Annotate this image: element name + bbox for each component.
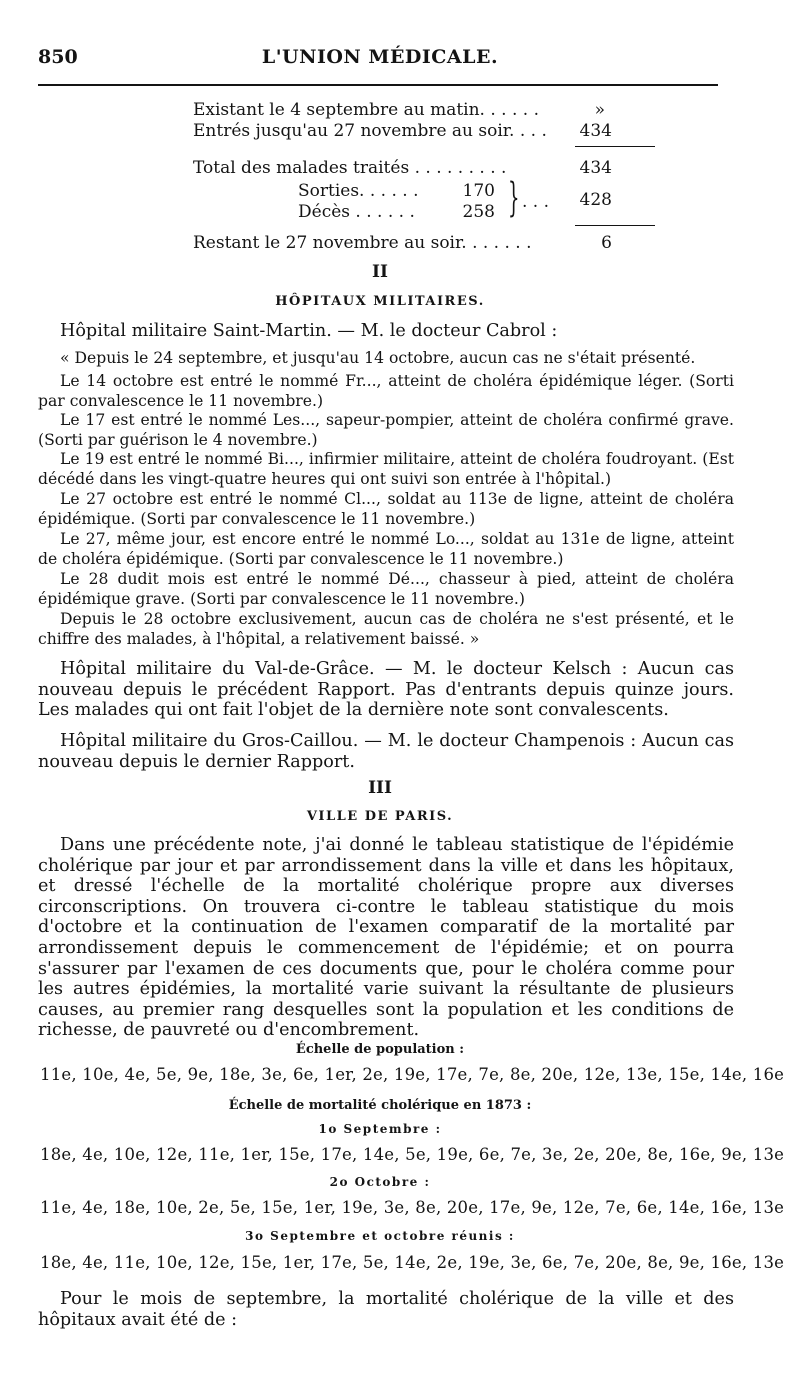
report-paragraph: Le 28 dudit mois est entré le nommé Dé..., chasseur à pied, atteint de choléra épidémique grave. (Sorti par convalescence le 11 novembre.) xyxy=(38,570,734,608)
existant-label: Existant le 4 septembre au matin. . . . . . xyxy=(193,100,539,120)
total-value: 434 xyxy=(579,158,612,178)
total-label: Total des malades traités . . . . . . . . . xyxy=(193,158,507,178)
page-number: 850 xyxy=(38,46,78,68)
header-rule xyxy=(38,84,718,86)
septembre-label: 1o Septembre : xyxy=(318,1122,442,1136)
groscaillou-paragraph: Hôpital militaire du Gros-Caillou. — M. le docteur Champenois : Aucun cas nouveau depuis le dernier Rapport. xyxy=(38,731,734,772)
combined-value: 428 xyxy=(579,190,612,210)
echelle-population-label: Échelle de population : xyxy=(295,1042,465,1057)
existant-value: » xyxy=(594,100,605,120)
report-paragraph: Le 27 octobre est entré le nommé Cl..., soldat au 113e de ligne, atteint de choléra épidémique. (Sorti par convalescence le 11 novembre.) xyxy=(38,490,734,528)
report-paragraph: Le 14 octobre est entré le nommé Fr..., atteint de choléra épidémique léger. (Sorti par convalescence le 11 novembre.) xyxy=(38,372,734,410)
section-2-title: HÔPITAUX MILITAIRES. xyxy=(275,294,485,309)
section-2-numeral: II xyxy=(372,262,388,282)
sum-rule-1 xyxy=(575,146,655,147)
report-paragraph: « Depuis le 24 septembre, et jusqu'au 14 octobre, aucun cas ne s'était présenté. xyxy=(60,349,696,367)
deces-value: 258 xyxy=(462,202,495,222)
valdegrace-paragraph: Hôpital militaire du Val-de-Grâce. — M. le docteur Kelsch : Aucun cas nouveau depuis le précédent Rapport. Pas d'entrants depuis quinze jours. Les malades qui ont fait l'objet de la dernière note sont convalescents. xyxy=(38,659,734,721)
restant-value: 6 xyxy=(601,233,612,253)
page-header xyxy=(38,46,722,76)
sum-rule-2 xyxy=(575,225,655,226)
closing-paragraph: Pour le mois de septembre, la mortalité cholérique de la ville et des hôpitaux avait été de : xyxy=(38,1289,734,1330)
ville-paragraph: Dans une précédente note, j'ai donné le tableau statistique de l'épidémie cholérique par jour et par arrondissement dans la ville et dans les hôpitaux, et dressé l'échelle de la mortalité cholérique propre aux diverses circonscriptions. On trouvera ci-contre le tableau statistique du mois d'octobre et la continuation de l'examen comparatif de la mortalité par arrondissement depuis le commencement de l'épidémie; et on pourra s'assurer par l'examen de ces documents que, pour le choléra comme pour les autres épidémies, la mortalité varie suivant la résultante de plusieurs causes, au premier rang desquelles sont la population et les conditions de richesse, de pauvreté ou d'encombrement. xyxy=(38,835,734,1041)
septembre-order: 18e, 4e, 10e, 12e, 11e, 1er, 15e, 17e, 14e, 5e, 19e, 6e, 7e, 3e, 2e, 20e, 8e, 16e, 9e, 13e xyxy=(40,1145,785,1164)
octobre-order: 11e, 4e, 18e, 10e, 2e, 5e, 15e, 1er, 19e, 3e, 8e, 20e, 17e, 9e, 12e, 7e, 6e, 14e, 16e, 13e xyxy=(40,1198,785,1217)
deces-label: Décès . . . . . . xyxy=(298,202,415,222)
combined-dots: . . . xyxy=(522,192,550,212)
section-3-numeral: III xyxy=(368,778,392,798)
octobre-label: 2o Octobre : xyxy=(329,1175,431,1189)
echelle-mortalite-label: Échelle de mortalité cholérique en 1873 : xyxy=(228,1098,532,1113)
report-paragraph: Le 27, même jour, est encore entré le nommé Lo..., soldat au 131e de ligne, atteint de choléra épidémique. (Sorti par convalescence le 11 novembre.) xyxy=(38,530,734,568)
section-3-title: VILLE DE PARIS. xyxy=(306,809,454,824)
report-paragraph: Le 17 est entré le nommé Les..., sapeur-pompier, atteint de choléra confirmé grave. (Sorti par guérison le 4 novembre.) xyxy=(38,411,734,449)
brace-icon: } xyxy=(508,175,520,221)
sorties-value: 170 xyxy=(462,181,495,201)
restant-label: Restant le 27 novembre au soir. . . . . . . xyxy=(193,233,532,253)
entres-label: Entrés jusqu'au 27 novembre au soir. . . . xyxy=(193,121,547,141)
reunis-order: 18e, 4e, 11e, 10e, 12e, 15e, 1er, 17e, 5e, 14e, 2e, 19e, 3e, 6e, 7e, 20e, 8e, 9e, 16e, 13e xyxy=(40,1253,785,1272)
sorties-label: Sorties. . . . . . xyxy=(298,181,419,201)
report-paragraph: Le 19 est entré le nommé Bi..., infirmier militaire, atteint de choléra foudroyant. (Est décédé dans les vingt-quatre heures qui ont suivi son entrée à l'hôpital.) xyxy=(38,450,734,488)
reunis-label: 3o Septembre et octobre réunis : xyxy=(245,1229,515,1243)
report-paragraph: Depuis le 28 octobre exclusivement, aucun cas de choléra ne s'est présenté, et le chiffre des malades, à l'hôpital, a relativement baissé. » xyxy=(38,610,734,648)
entres-value: 434 xyxy=(579,121,612,141)
saint-martin-lead: Hôpital militaire Saint-Martin. — M. le docteur Cabrol : xyxy=(60,321,558,341)
echelle-population-order: 11e, 10e, 4e, 5e, 9e, 18e, 3e, 6e, 1er, 2e, 19e, 17e, 7e, 8e, 20e, 12e, 13e, 15e, 14e, 16e xyxy=(40,1065,785,1084)
journal-title: L'UNION MÉDICALE. xyxy=(261,46,499,68)
